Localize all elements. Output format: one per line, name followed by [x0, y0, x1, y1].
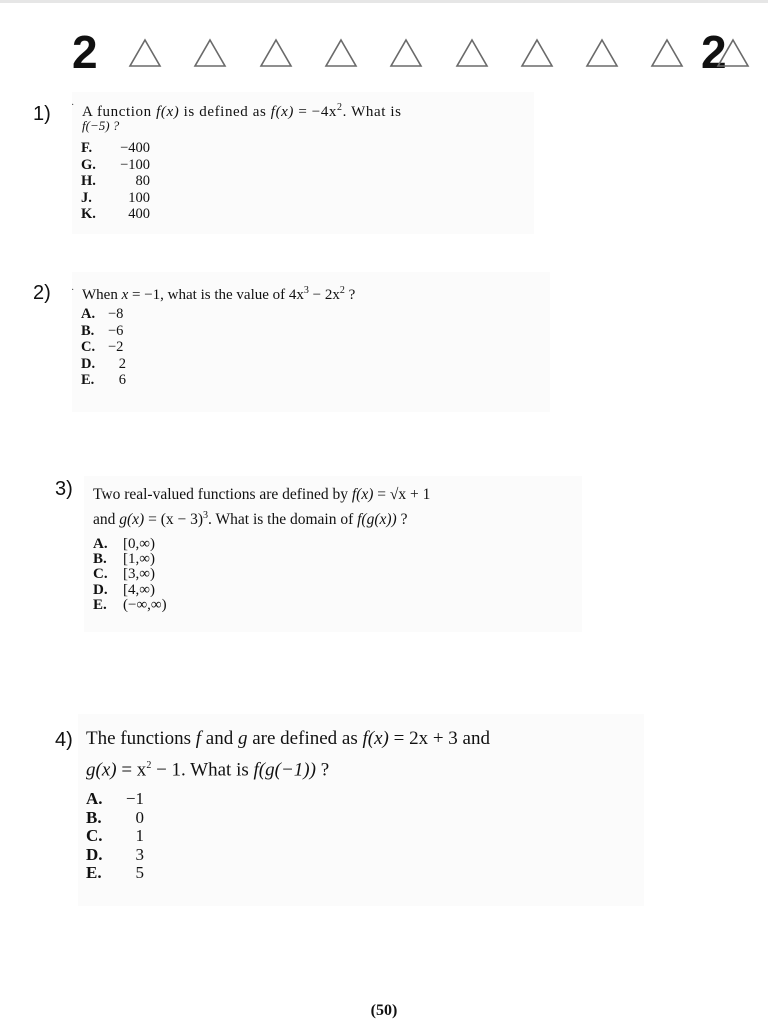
- answer-choice[interactable]: E. 5: [86, 863, 144, 882]
- question-4-choices: [86, 790, 144, 883]
- answer-choice[interactable]: B. [1,∞): [93, 551, 155, 568]
- answer-choice[interactable]: H. 80: [81, 173, 150, 189]
- answer-choice[interactable]: C. [3,∞): [93, 566, 155, 583]
- answer-choice[interactable]: K. 400: [81, 206, 150, 222]
- question-1-choices: [81, 140, 150, 223]
- question-2-number: 2): [33, 282, 51, 304]
- question-4-stem-line2: $g(x) = x^2 - 1$. What is f(g(−1)) ?: [86, 759, 330, 781]
- question-2-stem: When x = −1, what is the value of $4x^3 - 2x^2$ ?: [82, 285, 356, 303]
- bullet-dot: ·: [71, 100, 75, 111]
- answer-choice[interactable]: F. −400: [81, 140, 150, 156]
- triangle-outline-icon: [520, 38, 554, 68]
- triangle-outline-icon: [585, 38, 619, 68]
- triangle-outline-icon: [716, 38, 750, 68]
- question-4-stem-line1: The functions f and g are defined as f(x) = 2x + 3 and: [86, 728, 490, 749]
- header-left-number: 2: [72, 26, 98, 78]
- triangle-outline-icon: [259, 38, 293, 68]
- page-number: (50): [370, 1002, 398, 1019]
- answer-choice[interactable]: A. −1: [86, 789, 144, 808]
- answer-choice[interactable]: D. 2: [81, 355, 126, 372]
- triangle-outline-icon: [650, 38, 684, 68]
- answer-choice[interactable]: A. [0,∞): [93, 536, 155, 552]
- triangle-outline-icon: [324, 38, 358, 68]
- answer-choice[interactable]: D. 3: [86, 844, 144, 864]
- question-1-stem-line2: f(−5) ?: [82, 118, 120, 133]
- question-1-number: 1): [33, 103, 51, 125]
- answer-choice[interactable]: G. −100: [81, 156, 150, 173]
- triangle-outline-icon: [193, 38, 227, 68]
- question-1-stem: A function f(x) is defined as $f(x) = -4x^2$. What is: [82, 102, 402, 120]
- bullet-dot: ·: [71, 285, 75, 296]
- answer-choice[interactable]: E. 6: [81, 372, 126, 388]
- answer-choice[interactable]: C. −2: [81, 339, 124, 355]
- triangle-outline-icon: [128, 38, 162, 68]
- answer-choice[interactable]: C. 1: [86, 826, 144, 845]
- answer-choice[interactable]: B. −6: [81, 322, 124, 339]
- question-2-choices: [81, 306, 126, 389]
- triangle-outline-icon: [455, 38, 489, 68]
- question-3-choices: [93, 537, 167, 613]
- question-3-stem-line1: Two real-valued functions are defined by f(x) = √x + 1: [93, 486, 431, 503]
- answer-choice[interactable]: E. (−∞,∞): [93, 596, 167, 613]
- question-3-number: 3): [55, 478, 73, 500]
- answer-choice[interactable]: A. −8: [81, 306, 124, 322]
- answer-choice[interactable]: D. [4,∞): [93, 581, 155, 598]
- answer-choice[interactable]: J. 100: [81, 189, 150, 206]
- answer-choice[interactable]: B. 0: [86, 807, 144, 827]
- question-4-number: 4): [55, 729, 73, 751]
- top-border: [0, 0, 768, 3]
- question-3-stem-line2: and $g(x) = (x - 3)^3$. What is the domain of f(g(x)) ?: [93, 510, 408, 529]
- header-right-number: 2: [701, 26, 727, 78]
- triangle-outline-icon: [389, 38, 423, 68]
